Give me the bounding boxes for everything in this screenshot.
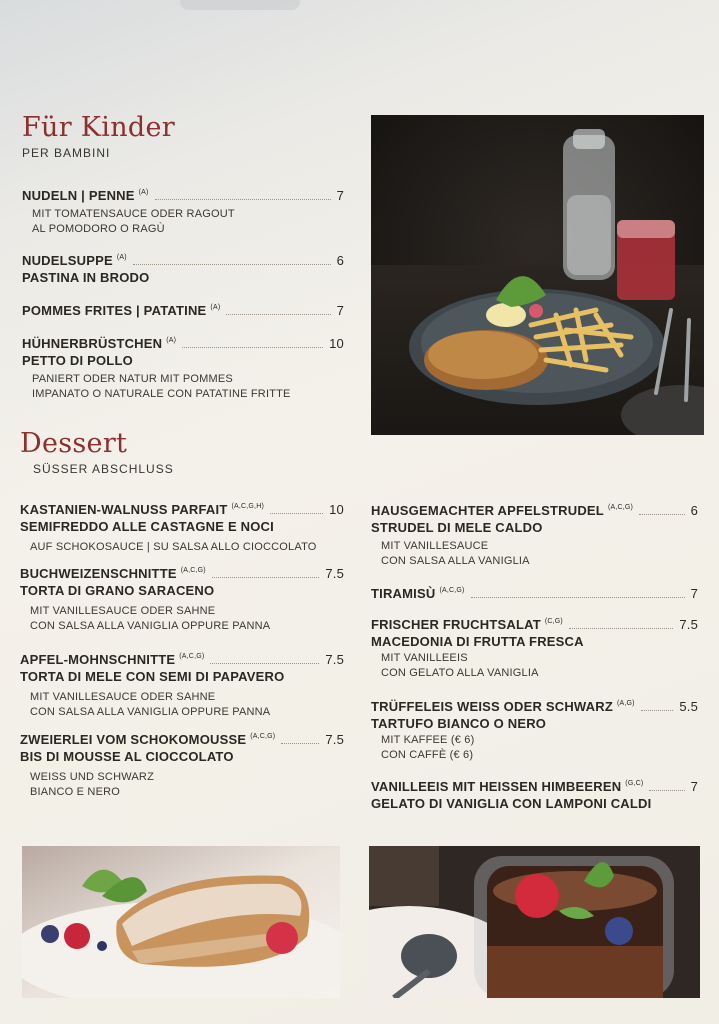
leader-dots: [210, 663, 319, 664]
chocolate-mousse-jar-photo: [369, 846, 700, 998]
item-allergens: (A,C,G): [607, 504, 634, 511]
item-allergens: (A,G): [616, 700, 635, 707]
item-allergens: (A,C,G): [180, 567, 206, 574]
menu-item: [22, 250, 344, 286]
item-price: 7: [336, 188, 344, 203]
item-desc-it: CON SALSA ALLA VANIGLIA OPPURE PANNA: [30, 706, 271, 718]
item-name: TRÜFFELEIS WEISS ODER SCHWARZ: [371, 699, 613, 714]
item-price: 5.5: [679, 699, 698, 714]
menu-item: [22, 333, 344, 402]
item-name: HÜHNERBRÜSTCHEN: [22, 336, 163, 351]
item-desc-it: AL POMODORO O RAGÙ: [32, 223, 165, 235]
chocolate-mousse-illustration: [369, 846, 700, 998]
item-desc-de: MIT VANILLESAUCE ODER SAHNE: [30, 605, 216, 617]
leader-dots: [569, 628, 673, 629]
item-price: 7.5: [679, 617, 698, 632]
leader-dots: [226, 314, 330, 315]
menu-item: [371, 614, 698, 681]
item-allergens: (A): [116, 254, 127, 261]
item-italian-name: PETTO DI POLLO: [22, 353, 133, 368]
apple-strudel-photo: [22, 846, 340, 998]
item-price: 10: [329, 336, 344, 351]
item-desc-de: MIT VANILLESAUCE ODER SAHNE: [30, 691, 216, 703]
page-tab: [180, 0, 300, 10]
item-name: KASTANIEN-WALNUSS PARFAIT: [20, 502, 228, 517]
item-desc-de: PANIERT ODER NATUR MIT POMMES: [32, 373, 233, 385]
item-desc-it: CON GELATO ALLA VANIGLIA: [381, 667, 539, 679]
item-name: NUDELN | PENNE: [22, 188, 135, 203]
leader-dots: [641, 710, 674, 711]
item-desc-it: IMPANATO O NATURALE CON PATATINE FRITTE: [32, 388, 291, 400]
item-desc-it: BIANCO E NERO: [30, 786, 121, 798]
item-desc-it: CON SALSA ALLA VANIGLIA OPPURE PANNA: [30, 620, 271, 632]
leader-dots: [281, 743, 319, 744]
item-price: 7: [690, 779, 698, 794]
item-desc-it: CON CAFFÈ (€ 6): [381, 749, 474, 761]
leader-dots: [155, 199, 331, 200]
item-desc-de: MIT TOMATENSAUCE ODER RAGOUT: [32, 208, 235, 220]
menu-item: [22, 185, 344, 237]
item-name: ZWEIERLEI VOM SCHOKOMOUSSE: [20, 732, 247, 747]
item-price: 6: [690, 503, 698, 518]
item-allergens: (A,C,G): [179, 653, 205, 660]
leader-dots: [182, 347, 323, 348]
item-italian-name: STRUDEL DI MELE CALDO: [371, 520, 543, 535]
item-desc-it: CON SALSA ALLA VANIGLIA: [381, 555, 530, 567]
item-allergens: (A): [166, 337, 177, 344]
item-desc-de: MIT VANILLESAUCE: [381, 540, 489, 552]
item-price: 7: [690, 586, 698, 601]
item-name: TIRAMISÙ: [371, 586, 436, 601]
menu-item: [371, 776, 698, 812]
schnitzel-fries-illustration: [371, 115, 704, 435]
item-price: 7.5: [325, 566, 344, 581]
menu-item: [22, 300, 344, 319]
menu-item: [371, 583, 698, 602]
item-allergens: (A,C,G,H): [231, 503, 264, 510]
item-name: VANILLEEIS MIT HEISSEN HIMBEEREN: [371, 779, 622, 794]
item-allergens: (A): [210, 304, 221, 311]
leader-dots: [649, 790, 684, 791]
item-italian-name: TORTA DI MELE CON SEMI DI PAPAVERO: [20, 669, 285, 684]
kinder-subtitle: PER BAMBINI: [22, 146, 111, 160]
item-name: POMMES FRITES | PATATINE: [22, 303, 207, 318]
item-italian-name: PASTINA IN BRODO: [22, 270, 150, 285]
item-name: APFEL-MOHNSCHNITTE: [20, 652, 176, 667]
dessert-title: Dessert: [20, 428, 128, 459]
item-price: 10: [329, 502, 344, 517]
leader-dots: [212, 577, 319, 578]
item-name: NUDELSUPPE: [22, 253, 113, 268]
item-italian-name: GELATO DI VANIGLIA CON LAMPONI CALDI: [371, 796, 652, 811]
item-allergens: (A,C,G): [439, 587, 465, 594]
leader-dots: [270, 513, 323, 514]
item-price: 7.5: [325, 732, 344, 747]
item-desc-de: MIT KAFFEE (€ 6): [381, 734, 475, 746]
item-name: BUCHWEIZENSCHNITTE: [20, 566, 177, 581]
item-italian-name: MACEDONIA DI FRUTTA FRESCA: [371, 634, 584, 649]
item-name: HAUSGEMACHTER APFELSTRUDEL: [371, 503, 604, 518]
kinder-title: Für Kinder: [22, 112, 175, 143]
menu-item: [371, 696, 698, 763]
item-allergens: (A,C,G): [250, 733, 276, 740]
item-allergens: (G,C): [625, 780, 644, 787]
item-italian-name: TORTA DI GRANO SARACENO: [20, 583, 215, 598]
leader-dots: [639, 514, 684, 515]
apple-strudel-illustration: [22, 846, 340, 998]
item-italian-name: SEMIFREDDO ALLE CASTAGNE E NOCI: [20, 519, 274, 534]
item-name: FRISCHER FRUCHTSALAT: [371, 617, 541, 632]
item-allergens: (C,G): [544, 618, 563, 625]
item-price: 7.5: [325, 652, 344, 667]
menu-item: [371, 500, 698, 569]
menu-item: [20, 649, 344, 720]
item-italian-name: BIS DI MOUSSE AL CIOCCOLATO: [20, 749, 234, 764]
menu-item: [20, 499, 344, 555]
item-desc-de: WEISS UND SCHWARZ: [30, 771, 154, 783]
menu-item: [20, 563, 344, 634]
leader-dots: [471, 597, 685, 598]
item-desc-de: AUF SCHOKOSAUCE | SU SALSA ALLO CIOCCOLATO: [30, 541, 317, 553]
item-price: 6: [336, 253, 344, 268]
item-italian-name: TARTUFO BIANCO O NERO: [371, 716, 547, 731]
item-price: 7: [336, 303, 344, 318]
menu-item: [20, 729, 344, 800]
schnitzel-fries-photo: [371, 115, 704, 435]
item-allergens: (A): [138, 189, 149, 196]
leader-dots: [133, 264, 331, 265]
dessert-subtitle: SÜSSER ABSCHLUSS: [33, 462, 174, 476]
item-desc-de: MIT VANILLEEIS: [381, 652, 468, 664]
